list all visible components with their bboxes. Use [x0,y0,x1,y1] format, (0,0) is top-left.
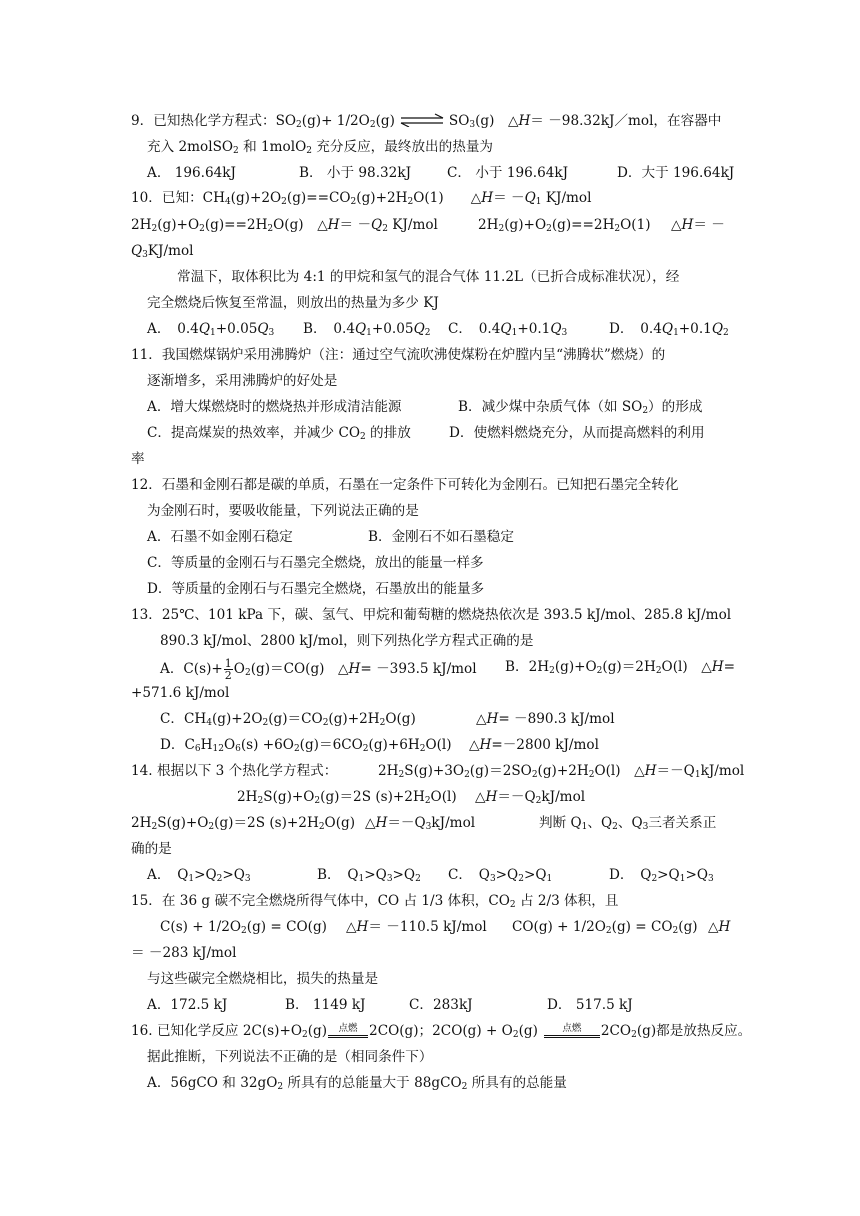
q15-stem-line1: 15．在 36 g 碳不完全燃烧所得气体中，CO 占 1/3 体积，$CO_2$ 占 2/3 体积，且 [131,893,619,910]
q15-option-a: A．172.5 kJ [147,997,228,1013]
q9-option-a: A． 196.64kJ [147,165,236,181]
q9-option-b: B． 小于 98.32kJ [299,165,412,181]
q12-option-c: C．等质量的金刚石与石墨完全燃烧，放出的能量一样多 [147,555,484,571]
q9-option-c: C． 小于 196.64kJ [447,165,569,181]
q10-stem-line4: 常温下，取体积比为 4:1 的甲烷和氢气的混合气体 11.2L（已折合成标准状况），经 [177,269,680,285]
q13-stem-line2: 890.3 kJ/mol、2800 kJ/mol，则下列热化学方程式正确的是 [160,633,534,649]
q11-stem-line2: 逐渐增多，采用沸腾炉的好处是 [147,373,338,389]
equilibrium-arrow-icon [399,113,445,127]
q15-option-b: B． 1149 kJ [285,997,366,1013]
q11-option-d-continued: 率 [131,451,145,467]
q9-option-d: D．大于 196.64kJ [617,165,735,181]
q11-option-d: D．使燃料燃烧充分，从而提高燃料的利用 [449,425,705,441]
q9-stem-line2: 充入 2molSO$_2$ 和 1molO$_2$ 充分反应，最终放出的热量为 [147,139,494,156]
q10-option-c: C． $0.4Q_1+0.1Q_3$ [448,321,568,338]
q10-stem-line1: 10．已知：$CH_4(g)+2O_2(g)==CO_2(g)+2H_2O(1)$ △H＝ $-Q_1$ KJ/mol [131,190,592,207]
q10-option-a: A． $0.4Q_1+0.05Q_3$ [147,321,275,338]
q12-option-d: D．等质量的金刚石与石墨完全燃烧，石墨放出的能量多 [147,581,485,597]
q9-stem-line1: 9．已知热化学方程式：$SO_2(g)+ 1/2O_2(g)$ $SO_3(g)$ △H＝ －98.32kJ／mol，在容器中 [131,113,722,130]
q10-option-b: B． $0.4Q_1+0.05Q_2$ [303,321,431,338]
q13-option-a: A．C(s)+ $\frac{1}{2}$ $O_2(g)=CO(g)$ △H= －393.5 kJ/mol [160,657,477,682]
q15-stem-line3: ＝ －283 kJ/mol [131,945,237,961]
q12-option-a: A．石墨不如金刚石稳定 [147,529,293,545]
q16-stem-line2: 据此推断，下列说法不正确的是（相同条件下） [147,1049,433,1065]
q15-stem-line4: 与这些碳完全燃烧相比，损失的热量是 [147,971,379,987]
q16-stem-line1: 16. 已知化学反应 $2C(s)+O_2(g)$ 点燃 2CO(g)；$2CO(g) + O_2(g)$ 点燃 $2CO_2(g)$都是放热反应。 [131,1023,752,1040]
q11-option-c: C．提高煤炭的热效率，并减少 $CO_2$ 的排放 [147,425,411,442]
q12-option-b: B．金刚石不如石墨稳定 [368,529,514,545]
q12-stem-line2: 为金刚石时，要吸收能量，下列说法正确的是 [147,503,419,519]
q12-stem-line1: 12．石墨和金刚石都是碳的单质，石墨在一定条件下可转化为金刚石。已知把石墨完全转化 [131,477,679,493]
document-page: 9．已知热化学方程式：$SO_2(g)+ 1/2O_2(g)$ $SO_3(g)$ △H＝ －98.32kJ／mol，在容器中 充入 2molSO$_2$ 和 1molO$_2$ 充分反应，最终放出的热量为 A． 196.64kJ B． 小于 98.32kJ C． 小于 196.64kJ D．大于 196.64kJ 10．已知：$CH_4(g)+2O_2(g)==CO_2(g)+2H_2O(1)$ △H＝ $-Q_1$ KJ/mol $2H_2(g)+O_2(g)==2H_2O(g)$ △H＝ $-Q_2$ KJ/mol $2H_2(g)+O_2(g)==2H_2O(1)$ △H＝ － $Q_3KJ$/mol 常温下，取体积比为 4:1 的甲烷和氢气的混合气体 11.2L（已折合成标准状况），经 完全燃烧后恢复至常温，则放出的热量为多少 KJ A． $0.4Q_1+0.05Q_3$ B． $0.4Q_1+0.05Q_2$ C． $0.4Q_1+0.1Q_3$ D． $0.4Q_1+0.1Q_2$ 11．我国燃煤锅炉采用沸腾炉（注：通过空气流吹沸使煤粉在炉膛内呈“沸腾状”燃烧）的 逐渐增多，采用沸腾炉的好处是 A．增大煤燃烧时的燃烧热并形成清洁能源 B．减少煤中杂质气体（如 $SO_2$）的形成 C．提高煤炭的热效率，并减少 $CO_2$ 的排放 D．使燃料燃烧充分，从而提高燃料的利用 率 12．石墨和金刚石都是碳的单质，石墨在一定条件下可转化为金刚石。已知把石墨完全转化 为金刚石时，要吸收能量，下列说法正确的是 A．石墨不如金刚石稳定 B．金刚石不如石墨稳定 C．等质量的金刚石与石墨完全燃烧，放出的能量一样多 D．等质量的金刚石与石墨完全燃烧，石墨放出的能量多 13．25℃、101 kPa 下，碳、氢气、甲烷和葡萄糖的燃烧热依次是 393.5 kJ/mol、285.8 kJ/mol 890.3 kJ/mol、2800 kJ/mol，则下列热化学方程式正确的是 A．C(s)+ $\frac{1}{2}$ $O_2(g)=CO(g)$ △H= －393.5 kJ/mol B．$2H_2(g)+O_2(g)=2H_2O(l)$ △H= +571.6 kJ/mol C．$CH_4(g)+2O_2(g)=CO_2(g)+2H_2O(g)$ △H= －890.3 kJ/mol D．$C_6H_{12}O_6(s) +6O_2(g)=6CO_2(g)+6H_2O(l)$ △H=－2800 kJ/mol 14. 根据以下 3 个热化学方程式： $2H_2S(g)+3O_2(g)=2SO_2(g)+2H_2O(l)$ $\triangle H=-Q_1kJ$/mol $2H_2S(g)+O_2(g)=2S$ $(s)+2H_2O(l)$ $\triangle H=-Q_2kJ$/mol $2H_2S(g)+O_2(g)=2S$ $(s)+2H_2O(g)$ $\triangle H=-Q_3kJ$/mol 判断 $Q_1$、$Q_2$、$Q_3$三者关系正 确的是 A． $Q_1>Q_2>Q_3$ B． $Q_1>Q_3>Q_2$ C． $Q_3>Q_2>Q_1$ D． $Q_2>Q_1>Q_3$ 15．在 36 g 碳不完全燃烧所得气体中，CO 占 1/3 体积，$CO_2$ 占 2/3 体积，且 $C(s) + 1/2O_2(g) = CO(g)$ △H＝ －110.5 kJ/mol $CO(g) + 1/2O_2(g) = CO_2(g)$ △H ＝ －283 kJ/mol 与这些碳完全燃烧相比，损失的热量是 A．172.5 kJ B． 1149 kJ C．283kJ D． 517.5 kJ 16. 已知化学反应 $2C(s)+O_2(g)$ 点燃 2CO(g)；$2CO(g) + O_2(g)$ 点燃 $2CO_2(g)$都是放热反应。 据此推断，下列说法不正确的是（相同条件下） A．56gCO 和 $32gO_2$ 所具有的总能量大于 88gCO$_2$ 所具有的总能量 [131,113,752,1092]
q10-stem-line3: $Q_3KJ$/mol [131,243,194,260]
q14-option-c: C． $Q_3>Q_2>Q_1$ [448,867,553,884]
q13-stem-line1: 13．25℃、101 kPa 下，碳、氢气、甲烷和葡萄糖的燃烧热依次是 393.5 kJ/mol、285.8 kJ/mol [131,607,732,623]
q11-stem-line1: 11．我国燃煤锅炉采用沸腾炉（注：通过空气流吹沸使煤粉在炉膛内呈“沸腾状”燃烧）的 [131,347,666,363]
q14-option-a: A． $Q_1>Q_2>Q_3$ [147,867,251,884]
q14-stem-line4: 确的是 [131,841,172,857]
q11-option-b: B．减少煤中杂质气体（如 $SO_2$）的形成 [458,399,703,416]
ignition-condition-sign: 点燃 [544,1024,600,1038]
q15-option-c: C．283kJ [409,997,473,1013]
q13-option-b-continued: +571.6 kJ/mol [131,685,230,701]
q10-option-d: D． $0.4Q_1+0.1Q_2$ [609,321,729,338]
fraction-one-half: $\frac{1}{2}$ [224,657,232,682]
q13-option-b: B．$2H_2(g)+O_2(g)=2H_2O(l)$ △H= [505,659,735,676]
q15-option-d: D． 517.5 kJ [547,997,633,1013]
q10-stem-line5: 完全燃烧后恢复至常温，则放出的热量为多少 KJ [147,295,439,311]
q14-option-b: B． $Q_1>Q_3>Q_2$ [317,867,421,884]
ignition-condition-sign: 点燃 [328,1024,368,1038]
q11-option-a: A．增大煤燃烧时的燃烧热并形成清洁能源 [147,399,402,415]
q14-option-d: D． $Q_2>Q_1>Q_3$ [609,867,714,884]
q16-option-a: A．56gCO 和 $32gO_2$ 所具有的总能量大于 88gCO$_2$ 所具有的总能量 [147,1075,567,1092]
